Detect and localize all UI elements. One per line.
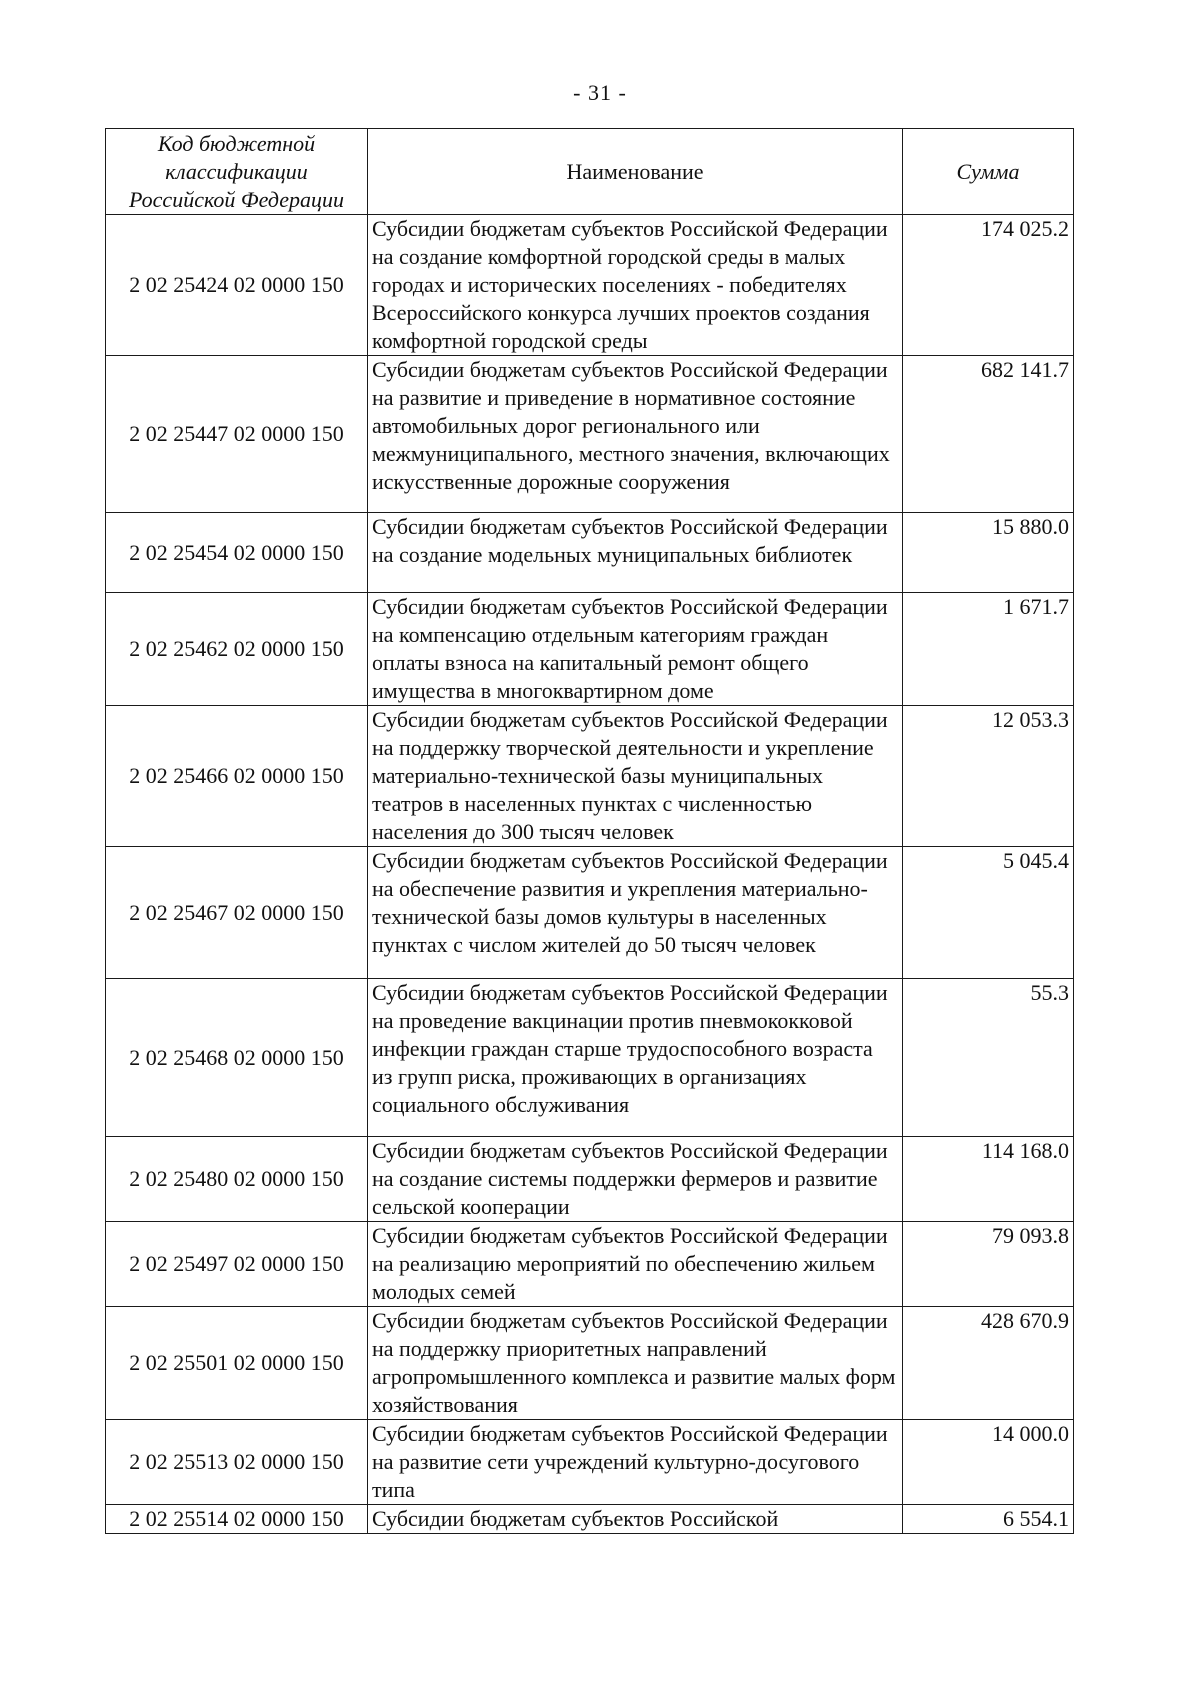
row-name: Субсидии бюджетам субъектов Российской Федерации на развитие сети учреждений культурно-досугового типа	[368, 1420, 903, 1505]
row-code: 2 02 25424 02 0000 150	[106, 215, 368, 356]
row-code: 2 02 25513 02 0000 150	[106, 1420, 368, 1505]
row-name: Субсидии бюджетам субъектов Российской Федерации на создание системы поддержки фермеров и развитие сельской кооперации	[368, 1137, 903, 1222]
table-row	[106, 1222, 1074, 1307]
row-sum: 79 093.8	[903, 1222, 1074, 1307]
row-name: Субсидии бюджетам субъектов Российской Федерации на реализацию мероприятий по обеспечению жильем молодых семей	[368, 1222, 903, 1307]
header-name: Наименование	[368, 129, 903, 215]
budget-table	[105, 128, 1074, 1534]
page-number: - 31 -	[573, 80, 627, 105]
table-row	[106, 979, 1074, 1137]
row-code: 2 02 25467 02 0000 150	[106, 847, 368, 979]
table-row	[106, 706, 1074, 847]
header-code: Код бюджетной классификации Российской Федерации	[106, 129, 368, 215]
row-sum: 14 000.0	[903, 1420, 1074, 1505]
row-sum: 15 880.0	[903, 513, 1074, 593]
row-name: Субсидии бюджетам субъектов Российской Федерации на поддержку творческой деятельности и укрепление материально-технической базы муниципальных театров в населенных пунктах с численностью населения до 300 тысяч человек	[368, 706, 903, 847]
row-sum: 5 045.4	[903, 847, 1074, 979]
row-name: Субсидии бюджетам субъектов Российской Федерации на компенсацию отдельным категориям граждан оплаты взноса на капитальный ремонт общего имущества в многоквартирном доме	[368, 593, 903, 706]
table-row	[106, 215, 1074, 356]
header-sum: Сумма	[903, 129, 1074, 215]
row-sum: 1 671.7	[903, 593, 1074, 706]
table-row	[106, 1137, 1074, 1222]
row-name: Субсидии бюджетам субъектов Российской Федерации на развитие и приведение в нормативное состояние автомобильных дорог регионального или межмуниципального, местного значения, включающих искусственные дорожные сооружения	[368, 356, 903, 513]
row-code: 2 02 25497 02 0000 150	[106, 1222, 368, 1307]
table-row	[106, 1307, 1074, 1420]
row-code: 2 02 25462 02 0000 150	[106, 593, 368, 706]
row-name: Субсидии бюджетам субъектов Российской Федерации на создание комфортной городской среды в малых городах и исторических поселениях - победителях Всероссийского конкурса лучших проектов создания комфортной городской среды	[368, 215, 903, 356]
row-code: 2 02 25501 02 0000 150	[106, 1307, 368, 1420]
row-sum: 55.3	[903, 979, 1074, 1137]
table-row	[106, 356, 1074, 513]
table-body	[106, 215, 1074, 1534]
row-name: Субсидии бюджетам субъектов Российской Федерации на создание модельных муниципальных библиотек	[368, 513, 903, 593]
table-row	[106, 1420, 1074, 1505]
header-row	[106, 129, 1074, 215]
row-sum: 114 168.0	[903, 1137, 1074, 1222]
table-row	[106, 847, 1074, 979]
row-name: Субсидии бюджетам субъектов Российской Федерации на проведение вакцинации против пневмококковой инфекции граждан старше трудоспособного возраста из групп риска, проживающих в организациях социального обслуживания	[368, 979, 903, 1137]
table-row	[106, 593, 1074, 706]
row-code: 2 02 25480 02 0000 150	[106, 1137, 368, 1222]
table-row	[106, 513, 1074, 593]
row-sum: 428 670.9	[903, 1307, 1074, 1420]
row-code: 2 02 25454 02 0000 150	[106, 513, 368, 593]
row-code: 2 02 25447 02 0000 150	[106, 356, 368, 513]
row-sum: 6 554.1	[903, 1505, 1074, 1534]
row-code: 2 02 25514 02 0000 150	[106, 1505, 368, 1534]
row-code: 2 02 25466 02 0000 150	[106, 706, 368, 847]
row-sum: 174 025.2	[903, 215, 1074, 356]
table-header	[106, 129, 1074, 215]
row-name: Субсидии бюджетам субъектов Российской Федерации на поддержку приоритетных направлений агропромышленного комплекса и развитие малых форм хозяйствования	[368, 1307, 903, 1420]
row-code: 2 02 25468 02 0000 150	[106, 979, 368, 1137]
table-row	[106, 1505, 1074, 1534]
row-name: Субсидии бюджетам субъектов Российской Федерации на обеспечение развития и укрепления материально-технической базы домов культуры в населенных пунктах с числом жителей до 50 тысяч человек	[368, 847, 903, 979]
row-name: Субсидии бюджетам субъектов Российской	[368, 1505, 903, 1534]
row-sum: 682 141.7	[903, 356, 1074, 513]
row-sum: 12 053.3	[903, 706, 1074, 847]
